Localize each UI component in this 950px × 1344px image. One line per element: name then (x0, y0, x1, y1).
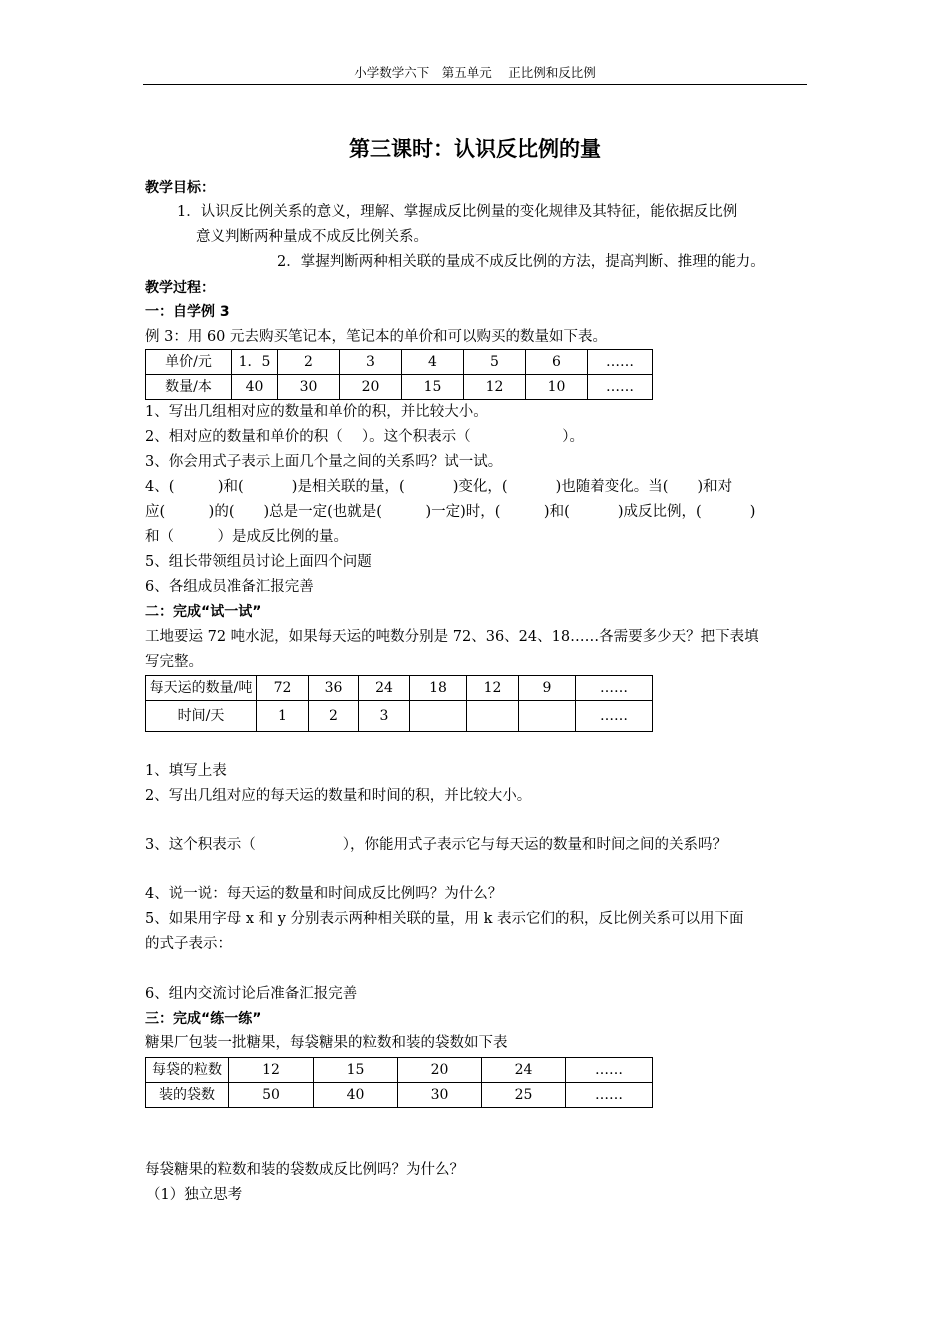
table-cell (467, 701, 519, 732)
s1-question-2: 2、相对应的数量和单价的积（ ）。这个积表示（ ）。 (145, 429, 584, 445)
objective-2: 2．掌握判断两种相关联的量成不成反比例的方法，提高判断、推理的能力。 (277, 254, 765, 270)
table-cell: 20 (340, 375, 402, 400)
table-cell: 12 (229, 1058, 314, 1083)
table-cell: 30 (398, 1083, 482, 1108)
process-heading: 教学过程： (145, 280, 215, 296)
s2-question-2: 2、写出几组对应的每天运的数量和时间的积，并比较大小。 (145, 788, 532, 804)
table-cell: …… (576, 676, 653, 701)
table-cell: …… (588, 350, 653, 375)
s1-question-6: 6、各组成员准备汇报完善 (145, 579, 314, 595)
header-rule (143, 84, 807, 85)
s2-intro-line-1: 工地要运 72 吨水泥，如果每天运的吨数分别是 72、36、24、18……各需要多少天？把下表填 (145, 629, 759, 645)
table-cell: 数量/本 (146, 375, 232, 400)
s2-question-5-line-1: 5、如果用字母 x 和 y 分别表示两种相关联的量，用 k 表示它们的积，反比例关系可以用下面 (145, 911, 744, 927)
s2-intro-line-2: 写完整。 (145, 654, 203, 670)
table-row (146, 1083, 653, 1108)
table-cell: 3 (340, 350, 402, 375)
s2-question-4: 4、说一说：每天运的数量和时间成反比例吗？为什么？ (145, 886, 503, 902)
table-cell: 18 (410, 676, 467, 701)
s2-question-5-line-2: 的式子表示： (145, 936, 232, 952)
table-cell: …… (566, 1083, 653, 1108)
table-cell: 6 (526, 350, 588, 375)
table-row (146, 701, 653, 732)
table-cell: 40 (232, 375, 278, 400)
table-row (146, 676, 653, 701)
objective-1-line-1: 1．认识反比例关系的意义，理解、掌握成反比例量的变化规律及其特征，能依据反比例 (177, 204, 738, 220)
table-cell: 每天运的数量/吨 (146, 676, 257, 701)
page-header: 小学数学六下 第五单元 正比例和反比例 (354, 65, 596, 80)
section2-heading: 二：完成“试一试” (145, 604, 262, 620)
table-cell: 24 (359, 676, 410, 701)
table-cell (519, 701, 576, 732)
table-cell: …… (588, 375, 653, 400)
table-cell: …… (566, 1058, 653, 1083)
s2-question-3: 3、这个积表示（ ），你能用式子表示它与每天运的数量和时间之间的关系吗？ (145, 837, 727, 853)
table-cell: 10 (526, 375, 588, 400)
candy-table (145, 1057, 653, 1108)
table-cell: 4 (402, 350, 464, 375)
table-row (146, 1058, 653, 1083)
s1-question-1: 1、写出几组相对应的数量和单价的积，并比较大小。 (145, 404, 488, 420)
table-cell: 40 (314, 1083, 398, 1108)
table-row (146, 350, 653, 375)
objectives-heading: 教学目标： (145, 180, 215, 196)
table-cell: 15 (402, 375, 464, 400)
section3-heading: 三：完成“练一练” (145, 1011, 262, 1027)
table-cell: 36 (309, 676, 359, 701)
s1-question-4-line-1: 4、( )和( )是相关联的量，( )变化，( )也随着变化。当( )和对 (145, 479, 733, 495)
s1-question-3: 3、你会用式子表示上面几个量之间的关系吗？试一试。 (145, 454, 503, 470)
example3-table (145, 349, 653, 400)
table-cell: 1 (257, 701, 309, 732)
table-cell (410, 701, 467, 732)
example3-intro: 例 3：用 60 元去购买笔记本，笔记本的单价和可以购买的数量如下表。 (145, 329, 608, 345)
s3-intro: 糖果厂包装一批糖果，每袋糖果的粒数和装的袋数如下表 (145, 1035, 508, 1051)
lesson-title: 第三课时：认识反比例的量 (349, 137, 601, 161)
table-cell: 装的袋数 (146, 1083, 229, 1108)
table-cell: 12 (464, 375, 526, 400)
table-cell: 时间/天 (146, 701, 257, 732)
table-cell: 30 (278, 375, 340, 400)
section1-heading: 一：自学例 3 (145, 304, 230, 320)
s1-question-5: 5、组长带领组员讨论上面四个问题 (145, 554, 372, 570)
table-cell: 20 (398, 1058, 482, 1083)
s2-question-6: 6、组内交流讨论后准备汇报完善 (145, 986, 358, 1002)
table-cell: 15 (314, 1058, 398, 1083)
table-cell: 72 (257, 676, 309, 701)
s2-question-1: 1、填写上表 (145, 763, 227, 779)
table-cell: 2 (278, 350, 340, 375)
table-cell: 9 (519, 676, 576, 701)
s1-question-4-line-2: 应( )的( )总是一定(也就是( )一定)时，( )和( )成反比例，( ) (145, 504, 756, 520)
s1-question-4-line-3: 和（ ）是成反比例的量。 (145, 529, 348, 545)
s3-question: 每袋糖果的粒数和装的袋数成反比例吗？为什么？ (145, 1162, 464, 1178)
table-cell: 25 (482, 1083, 566, 1108)
cement-table (145, 675, 653, 732)
table-cell: 1．5 (232, 350, 278, 375)
table-cell: 2 (309, 701, 359, 732)
table-cell: 50 (229, 1083, 314, 1108)
table-cell: 每袋的粒数 (146, 1058, 229, 1083)
s3-step-1: （1）独立思考 (146, 1187, 243, 1203)
objective-1-line-2: 意义判断两种量成不成反比例关系。 (196, 229, 428, 245)
table-cell: 24 (482, 1058, 566, 1083)
table-cell: …… (576, 701, 653, 732)
table-row (146, 375, 653, 400)
table-cell: 单价/元 (146, 350, 232, 375)
table-cell: 5 (464, 350, 526, 375)
table-cell: 3 (359, 701, 410, 732)
table-cell: 12 (467, 676, 519, 701)
